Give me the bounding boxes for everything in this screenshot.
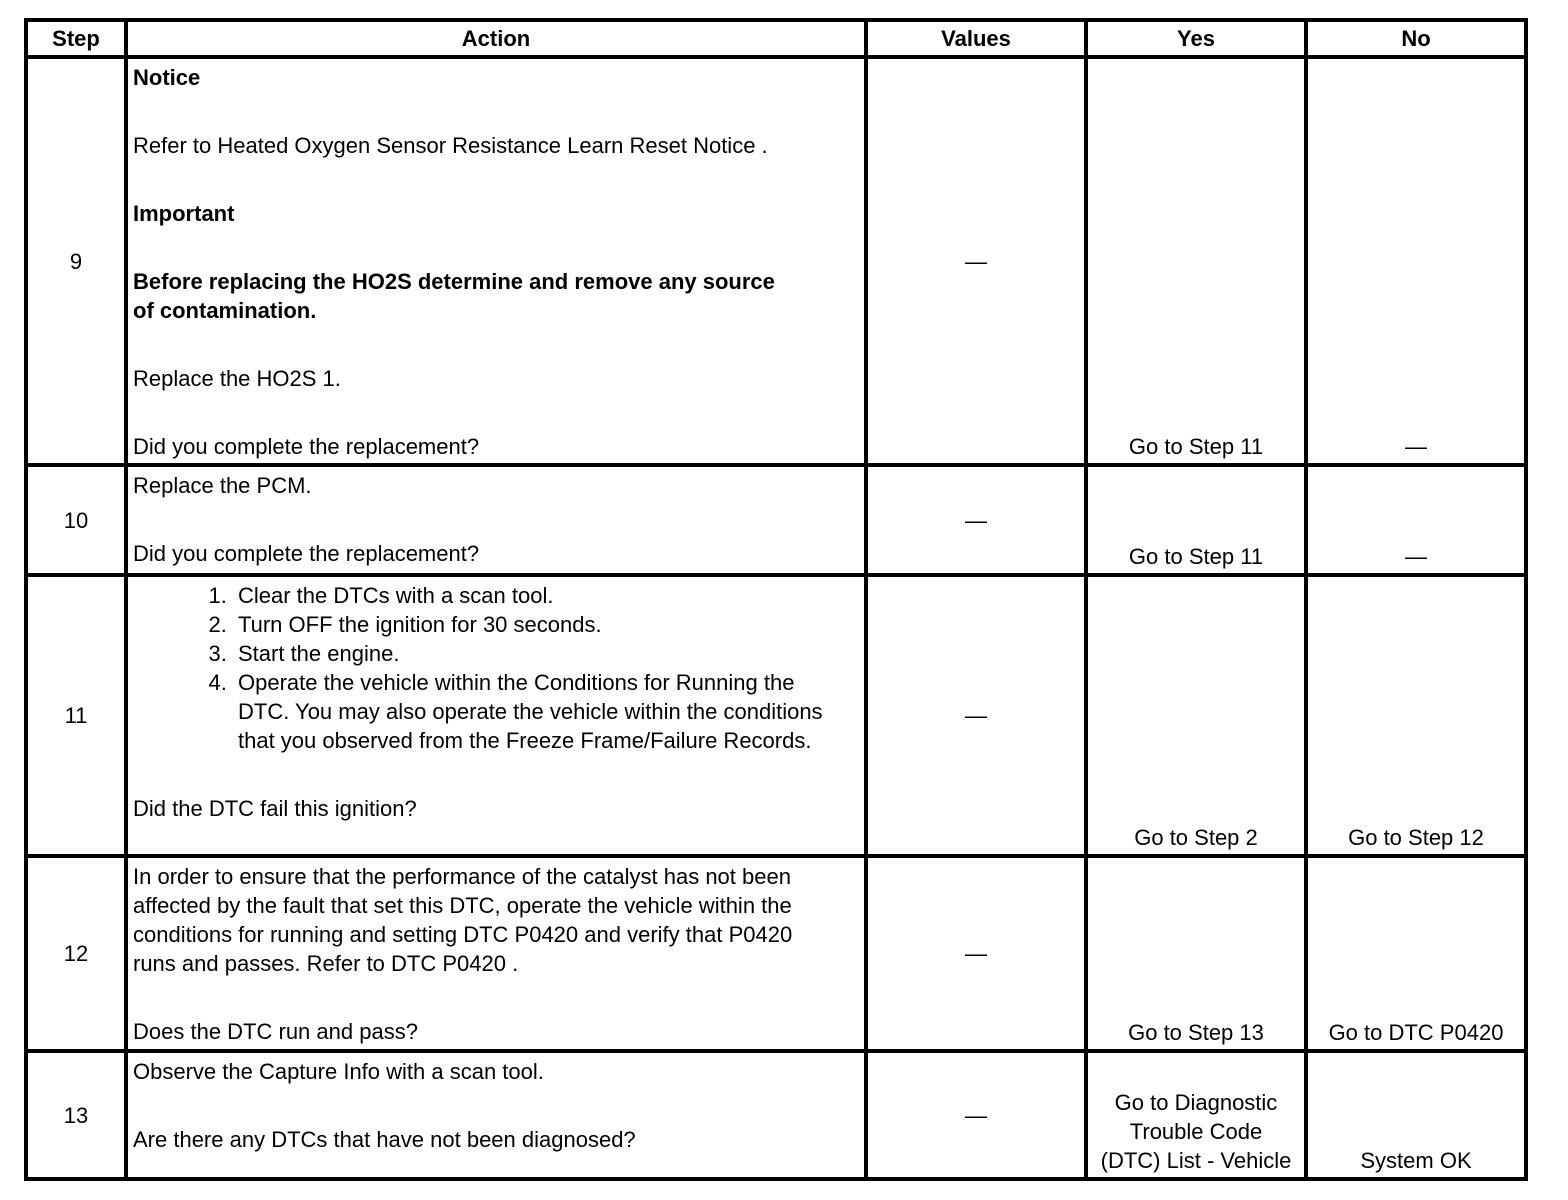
procedure-list — [133, 581, 858, 755]
no-cell: Go to Step 12 — [1306, 575, 1526, 856]
list-item: 1. Clear the DTCs with a scan tool. — [233, 581, 828, 610]
action-text: Observe the Capture Info with a scan tool. — [133, 1059, 544, 1084]
no-cell: System OK — [1306, 1051, 1526, 1179]
question-text: Does the DTC run and pass? — [133, 1019, 418, 1044]
yes-cell: Go to Diagnostic Trouble Code (DTC) List - Vehicle — [1086, 1051, 1306, 1179]
header-row — [26, 20, 1526, 57]
yes-cell: Go to Step 2 — [1086, 575, 1306, 856]
table-row — [26, 856, 1526, 1051]
yes-cell: Go to Step 13 — [1086, 856, 1306, 1051]
step-number: 12 — [26, 856, 126, 1051]
important-heading: Important — [133, 201, 235, 226]
values-cell: — — [866, 856, 1086, 1051]
question-text: Did the DTC fail this ignition? — [133, 796, 417, 821]
table-row — [26, 575, 1526, 856]
action-text: Replace the HO2S 1. — [133, 366, 341, 391]
values-cell: — — [866, 465, 1086, 575]
question-text: Are there any DTCs that have not been diagnosed? — [133, 1127, 636, 1152]
no-cell: — — [1306, 57, 1526, 465]
diagnostic-table — [24, 18, 1528, 1181]
step-number: 11 — [26, 575, 126, 856]
step-number: 9 — [26, 57, 126, 465]
table-row — [26, 1051, 1526, 1179]
step-number: 10 — [26, 465, 126, 575]
header-action: Action — [126, 20, 866, 57]
table-row — [26, 465, 1526, 575]
question-text: Did you complete the replacement? — [133, 541, 480, 566]
yes-cell: Go to Step 11 — [1086, 57, 1306, 465]
list-item: 2. Turn OFF the ignition for 30 seconds. — [233, 610, 828, 639]
action-text: In order to ensure that the performance of the catalyst has not been affected by the fault that set this DTC, operate the vehicle within the conditions for running and setting DTC P0420 and verify that P0420 runs and passes. Refer to DTC P0420 . — [133, 864, 793, 976]
no-cell: Go to DTC P0420 — [1306, 856, 1526, 1051]
important-text: Before replacing the HO2S determine and remove any source of contamination. — [133, 269, 775, 323]
action-cell — [126, 1051, 866, 1179]
header-yes: Yes — [1086, 20, 1306, 57]
notice-heading: Notice — [133, 65, 201, 90]
values-cell: — — [866, 575, 1086, 856]
question-text: Did you complete the replacement? — [133, 434, 480, 459]
action-cell — [126, 465, 866, 575]
values-cell: — — [866, 1051, 1086, 1179]
no-cell: — — [1306, 465, 1526, 575]
values-cell: — — [866, 57, 1086, 465]
action-text: Replace the PCM. — [133, 473, 312, 498]
yes-cell: Go to Step 11 — [1086, 465, 1306, 575]
list-item: 4. Operate the vehicle within the Conditions for Running the DTC. You may also operate the vehicle within the conditions that you observed from the Freeze Frame/Failure Records. — [233, 668, 828, 755]
action-cell — [126, 57, 866, 465]
list-item: 3. Start the engine. — [233, 639, 828, 668]
notice-text: Refer to Heated Oxygen Sensor Resistance Learn Reset Notice . — [133, 133, 768, 158]
step-number: 13 — [26, 1051, 126, 1179]
header-step: Step — [26, 20, 126, 57]
action-cell — [126, 856, 866, 1051]
header-values: Values — [866, 20, 1086, 57]
table-row — [26, 57, 1526, 465]
header-no: No — [1306, 20, 1526, 57]
action-cell — [126, 575, 866, 856]
